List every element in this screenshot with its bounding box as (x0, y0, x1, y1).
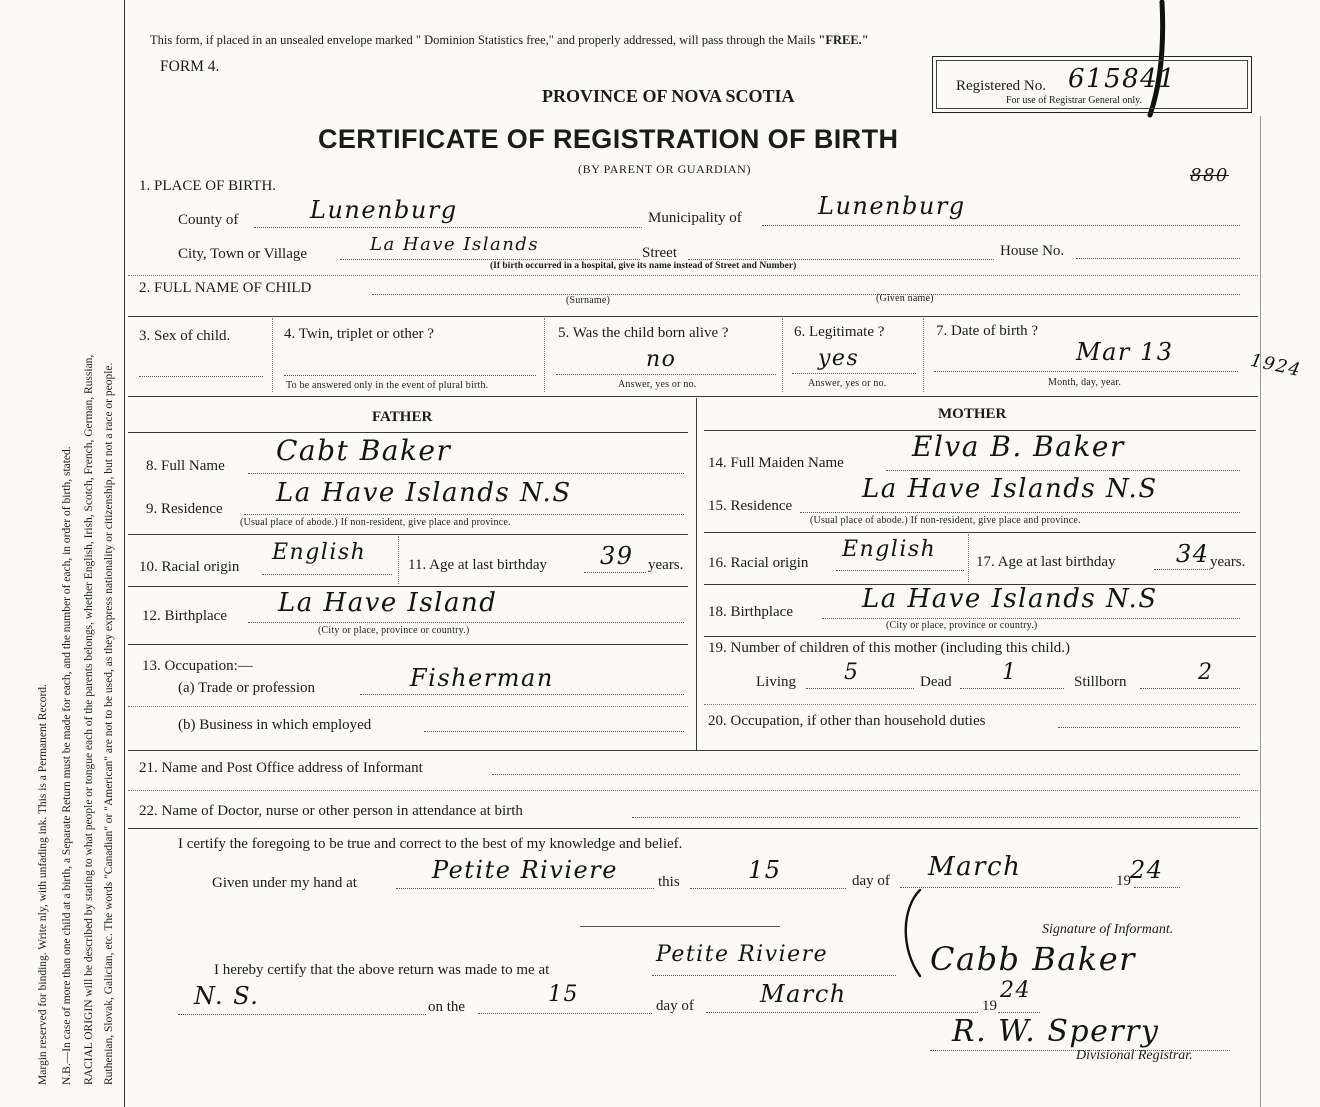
legit-label: 6. Legitimate ? (794, 324, 885, 340)
father-racial-line (262, 574, 392, 575)
municipality-label: Municipality of (648, 210, 742, 226)
mother-living-value: 5 (844, 660, 860, 685)
municipality-line (762, 225, 1240, 226)
registration-month: March (760, 980, 847, 1008)
province-title: PROVINCE OF NOVA SCOTIA (542, 86, 795, 106)
twin-label: 4. Twin, triplet or other ? (284, 326, 434, 342)
registration-day-of-label: day of (656, 998, 694, 1014)
rule-before-parents (128, 396, 1258, 397)
mother-racial-age-divider (968, 534, 969, 582)
twin-note: To be answered only in the event of plural birth. (286, 380, 489, 391)
form-number: FORM 4. (160, 58, 220, 75)
father-rule-5 (128, 706, 688, 707)
sex-label: 3. Sex of child. (139, 328, 231, 344)
mother-name-line (886, 470, 1240, 471)
registrar-signature: R. W. Sperry (952, 1014, 1160, 1049)
informant-signature: Cabb Baker (930, 940, 1136, 978)
house-label: House No. (1000, 243, 1065, 259)
legit-line (792, 373, 916, 374)
father-business-label: (b) Business in which employed (178, 717, 372, 733)
mail-notice-text: This form, if placed in an unsealed envelope marked " Dominion Statistics free," and properly addressed, will pass through the Mails (150, 33, 819, 47)
father-name-value: Cabt Baker (276, 434, 452, 467)
city-line (340, 259, 640, 260)
rule-after-doctor (128, 828, 1258, 829)
dob-label: 7. Date of birth ? (936, 323, 1039, 339)
father-trade-value: Fisherman (410, 664, 554, 692)
mother-rule-4 (704, 636, 1256, 637)
parents-column-divider (696, 398, 697, 750)
county-label: County of (178, 212, 239, 228)
city-value: La Have Islands (370, 234, 540, 255)
mother-racial-value: English (842, 537, 937, 562)
alive-value: no (646, 347, 677, 372)
father-birthplace-line (248, 622, 684, 623)
rule-before-details (128, 316, 1258, 317)
father-heading: FATHER (372, 409, 433, 425)
mother-occupation-label: 20. Occupation, if other than household duties (708, 713, 986, 729)
father-business-line (424, 731, 684, 732)
municipality-value: Lunenburg (818, 192, 966, 220)
legit-note: Answer, yes or no. (808, 378, 887, 389)
father-residence-note: (Usual place of abode.) If non-resident, give place and province. (240, 517, 511, 528)
father-age-line (584, 572, 646, 573)
this-label: this (658, 874, 680, 890)
rule-after-place (128, 275, 1258, 276)
mail-notice (150, 33, 869, 48)
divider-alive-legit (782, 318, 783, 392)
mail-notice-free: "FREE." (818, 33, 869, 47)
father-rule-2 (128, 534, 688, 535)
county-value: Lunenburg (310, 196, 458, 224)
mother-rule-2 (704, 532, 1256, 533)
father-birthplace-value: La Have Island (278, 588, 498, 618)
mother-stillborn-line (1140, 688, 1240, 689)
divider-twin-alive (544, 318, 545, 392)
given-month: March (928, 852, 1022, 882)
twin-line (284, 375, 536, 376)
on-the-label: on the (428, 999, 466, 1015)
sex-line (139, 376, 263, 377)
mother-birthplace-note: (City or place, province or country.) (886, 620, 1038, 631)
registration-day-line (478, 1013, 652, 1014)
registration-place-cont: N. S. (194, 982, 260, 1010)
surname-note: (Surname) (566, 295, 611, 306)
dob-line (934, 371, 1238, 372)
mother-years-label: years. (1210, 554, 1246, 570)
father-racial-label: 10. Racial origin (139, 559, 240, 575)
mother-stillborn-value: 2 (1198, 660, 1214, 685)
father-rule-3 (128, 586, 688, 587)
father-rule-4 (128, 644, 688, 645)
given-day-line (690, 888, 846, 889)
mother-residence-value: La Have Islands N.S (862, 474, 1158, 504)
city-label: City, Town or Village (178, 246, 308, 262)
mother-racial-label: 16. Racial origin (708, 555, 809, 571)
house-line (1076, 258, 1240, 259)
given-year-line (1134, 887, 1180, 888)
child-name-label: 2. FULL NAME OF CHILD (139, 280, 312, 296)
mother-age-value: 34 (1176, 540, 1210, 568)
father-name-label: 8. Full Name (146, 458, 225, 474)
father-trade-label: (a) Trade or profession (178, 680, 316, 696)
dob-year: 1924 (1248, 349, 1304, 382)
informant-label: 21. Name and Post Office address of Informant (139, 760, 423, 776)
father-occupation-label: 13. Occupation:— (142, 658, 253, 674)
father-age-label: 11. Age at last birthday (408, 557, 547, 573)
mother-living-label: Living (756, 674, 796, 690)
corner-stamp: 880 (1190, 165, 1229, 186)
father-age-value: 39 (600, 542, 634, 570)
father-trade-line (360, 694, 684, 695)
registered-label: Registered No. (956, 78, 1046, 94)
father-rule-1 (128, 432, 688, 433)
mother-dead-value: 1 (1002, 660, 1018, 685)
street-label: Street (642, 245, 677, 261)
registration-month-line (706, 1012, 978, 1013)
mother-heading: MOTHER (938, 406, 1007, 422)
father-residence-value: La Have Islands N.S (276, 478, 572, 508)
divisional-registrar-label: Divisional Registrar. (1076, 1048, 1193, 1063)
registration-place-line (652, 975, 896, 976)
mother-name-label: 14. Full Maiden Name (708, 455, 844, 471)
alive-note: Answer, yes or no. (618, 379, 697, 390)
rule-after-parents (128, 750, 1258, 751)
divider-sex-twin (272, 318, 273, 392)
given-day: 15 (748, 856, 782, 884)
given-month-line (900, 887, 1112, 888)
father-racial-value: English (272, 540, 367, 565)
given-label: Given under my hand at (212, 875, 357, 891)
father-birthplace-label: 12. Birthplace (142, 608, 227, 624)
signature-informant-label: Signature of Informant. (1042, 922, 1174, 937)
certificate-subtitle: (BY PARENT OR GUARDIAN) (578, 162, 752, 176)
mother-stillborn-label: Stillborn (1074, 674, 1127, 690)
margin-note-multiple-births: N.B.—In case of more than one child at a birth, a Separate Return must be made for each, and the number of each, in order of birth, stated. (61, 446, 73, 1085)
margin-note-racial-origin: RACIAL ORIGIN will be described by stating to what people or tongue each of the parents belongs, whether English, Irish, Scotch, French, German, Russian, (83, 354, 95, 1085)
mother-residence-line (800, 512, 1240, 513)
mother-age-label: 17. Age at last birthday (976, 554, 1116, 570)
mother-rule-5 (704, 704, 1256, 705)
registration-place-cont-line (178, 1014, 426, 1015)
mother-residence-label: 15. Residence (708, 498, 793, 514)
margin-note-racial-origin-cont: Ruthenian, Slovak, Galician, etc. The words "Canadian" or "American" are not to be used, as they express nationality or citizenship, but not a race or people. (103, 362, 115, 1085)
informant-signature-rule (580, 926, 780, 927)
divider-legit-dob (923, 318, 924, 392)
mother-living-line (806, 688, 914, 689)
rule-after-informant (128, 790, 1258, 791)
street-line (688, 259, 994, 260)
county-line (254, 227, 642, 228)
father-residence-line (244, 514, 684, 515)
given-name-note: (Given name) (876, 293, 934, 304)
registration-place: Petite Riviere (656, 942, 829, 967)
signature-bracket (896, 888, 926, 978)
registration-year-line (998, 1012, 1040, 1013)
doctor-label: 22. Name of Doctor, nurse or other person in attendance at birth (139, 803, 523, 819)
mother-dead-label: Dead (920, 674, 952, 690)
registrar-statement: I hereby certify that the above return was made to me at (214, 962, 550, 978)
mother-age-line (1154, 569, 1210, 570)
given-year: 24 (1130, 856, 1164, 884)
mother-birthplace-label: 18. Birthplace (708, 604, 793, 620)
mother-dead-line (960, 688, 1064, 689)
certify-statement: I certify the foregoing to be true and correct to the best of my knowledge and belief. (178, 836, 683, 852)
given-place-line (396, 888, 654, 889)
doctor-line (632, 817, 1240, 818)
father-birthplace-note: (City or place, province or country.) (318, 625, 470, 636)
right-border (1260, 116, 1261, 1107)
mother-occupation-line (1058, 727, 1240, 728)
margin-note-binding: Margin reserved for binding. Write nly, with unfading ink. This is a Permanent Record. (37, 684, 49, 1085)
father-years-label: years. (648, 557, 684, 573)
father-racial-age-divider (398, 536, 399, 584)
given-place: Petite Riviere (432, 856, 618, 884)
place-of-birth-label: 1. PLACE OF BIRTH. (139, 178, 277, 194)
child-name-line (372, 294, 1240, 295)
hospital-note: (If birth occurred in a hospital, give its name instead of Street and Number) (490, 261, 797, 271)
given-year-prefix: 19 (1116, 873, 1131, 889)
mother-name-value: Elva B. Baker (912, 430, 1125, 463)
registration-year-prefix: 19 (982, 998, 997, 1014)
registration-day: 15 (548, 982, 579, 1007)
mother-residence-note: (Usual place of abode.) If non-resident, give place and province. (810, 515, 1081, 526)
father-residence-label: 9. Residence (146, 501, 223, 517)
registered-number: 615841 (1068, 64, 1177, 94)
mother-birthplace-line (822, 618, 1240, 619)
legit-value: yes (818, 346, 860, 371)
dob-value: Mar 13 (1076, 338, 1174, 366)
father-name-line (248, 473, 684, 474)
mother-racial-line (836, 570, 964, 571)
certificate-title: CERTIFICATE OF REGISTRATION OF BIRTH (318, 124, 899, 154)
alive-line (556, 374, 776, 375)
margin-divider (124, 0, 125, 1107)
registration-year: 24 (1000, 978, 1031, 1003)
mother-children-label: 19. Number of children of this mother (including this child.) (708, 640, 1071, 656)
mother-birthplace-value: La Have Islands N.S (862, 584, 1158, 614)
alive-label: 5. Was the child born alive ? (558, 325, 729, 341)
registrar-note: For use of Registrar General only. (1006, 95, 1142, 106)
dob-note: Month, day, year. (1048, 377, 1122, 388)
day-of-label: day of (852, 873, 890, 889)
informant-line (492, 774, 1240, 775)
